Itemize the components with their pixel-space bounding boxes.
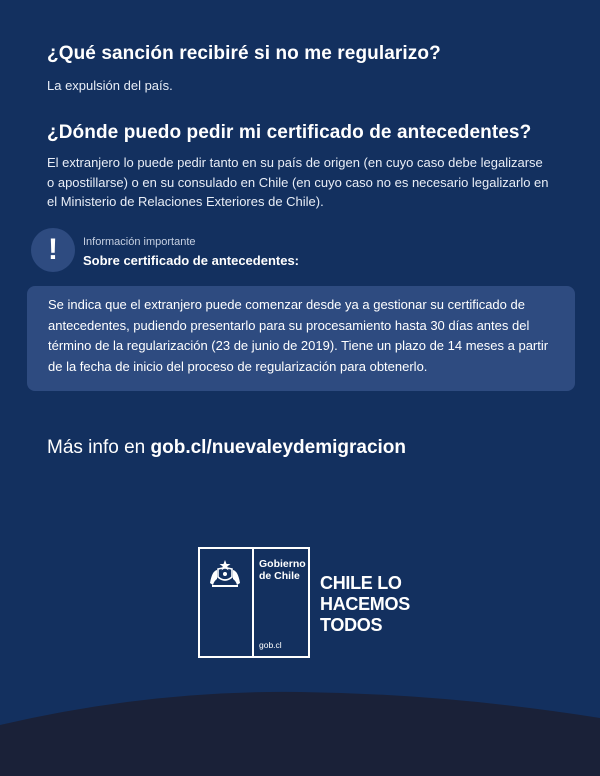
logo-line-1: Gobierno xyxy=(259,558,306,570)
sanction-question-title: ¿Qué sanción recibiré si no me regularizo? xyxy=(47,43,441,64)
alert-caption: Información importante xyxy=(83,236,196,248)
logo-line-2: de Chile xyxy=(259,570,300,582)
sanction-answer: La expulsión del país. xyxy=(47,78,173,93)
more-info-prefix: Más info en xyxy=(47,437,151,458)
slogan xyxy=(320,573,440,636)
alert-body-line: de la fecha de inicio del proceso de regularización para obtenerlo. xyxy=(48,358,428,374)
alert-exclamation-icon: ! xyxy=(31,228,75,272)
gobierno-de-chile-logo xyxy=(198,547,310,658)
important-info-box xyxy=(27,286,575,391)
slogan-line: CHILE LO xyxy=(320,573,402,593)
slogan-line: TODOS xyxy=(320,615,383,635)
logo-text xyxy=(259,558,309,582)
more-info-link[interactable]: gob.cl/nuevaleydemigracion xyxy=(150,437,407,458)
certificate-answer-line: el Ministerio de Relaciones Exteriores de Chile). xyxy=(47,194,324,209)
bottom-wave-band xyxy=(0,680,600,776)
alert-body-line: término de la regularización (23 de junio de 2019). Tiene un plazo de 14 meses a partir xyxy=(48,338,549,353)
certificate-question-title: ¿Dónde puedo pedir mi certificado de antecedentes? xyxy=(47,122,532,143)
certificate-answer-line: o apostillarse) o en su consulado en Chile (en cuyo caso no es necesario legalizarlo en xyxy=(47,175,549,190)
alert-body-line: antecedentes, pudiendo presentarlo para su procesamiento hasta 30 días antes del xyxy=(48,317,530,333)
coat-of-arms-icon xyxy=(204,557,246,589)
certificate-answer-line: El extranjero lo puede pedir tanto en su país de origen (en cuyo caso debe legalizarse xyxy=(47,155,543,170)
logo-url: gob.cl xyxy=(259,640,282,650)
logo-divider xyxy=(252,549,254,656)
more-info-text xyxy=(47,437,406,459)
alert-heading: Sobre certificado de antecedentes: xyxy=(83,253,300,268)
slogan-line: HACEMOS xyxy=(320,594,410,614)
alert-body-line: Se indica que el extranjero puede comenzar desde ya a gestionar su certificado de xyxy=(48,297,525,312)
